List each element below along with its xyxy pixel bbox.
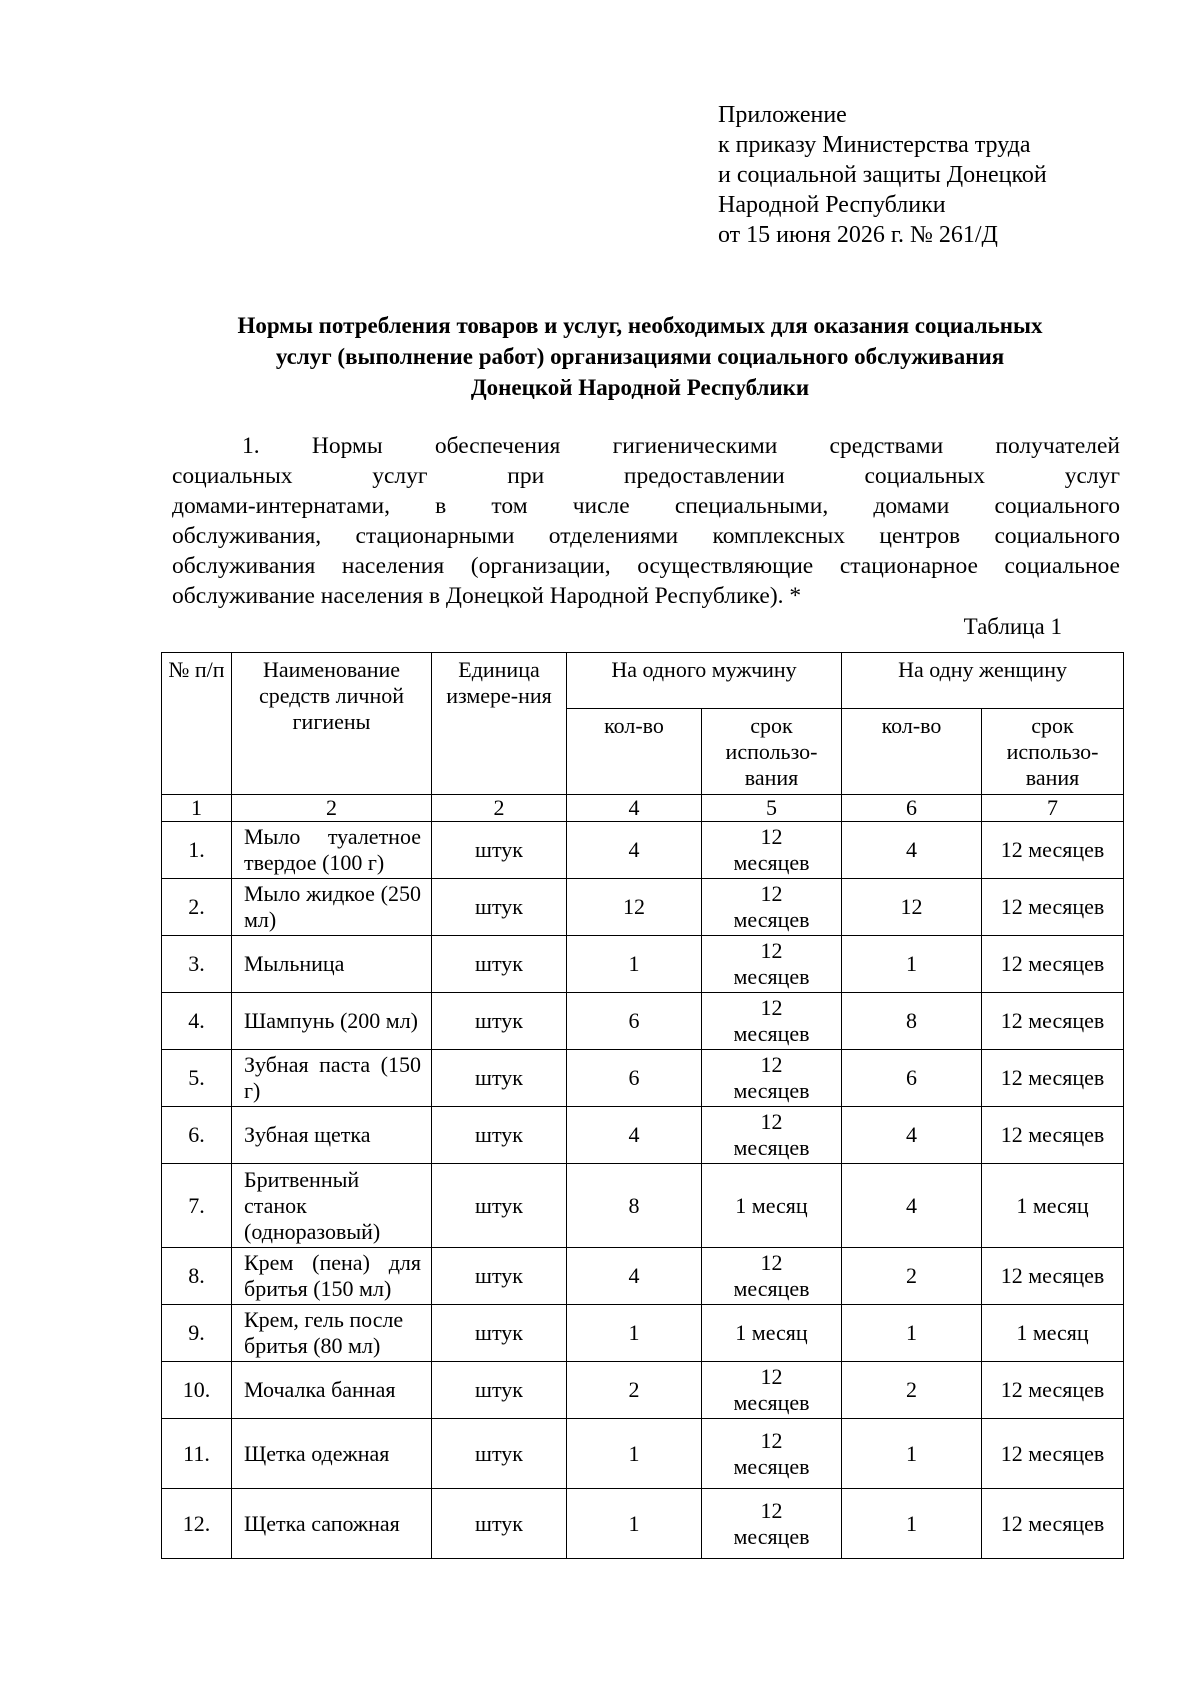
table-row bbox=[162, 1419, 1124, 1489]
table-row bbox=[162, 1305, 1124, 1362]
item-name: Щетка сапожная bbox=[232, 1489, 432, 1559]
header-num: № п/п bbox=[162, 653, 232, 795]
male-term: 12 месяцев bbox=[702, 879, 842, 936]
header-term-male: срок использо-вания bbox=[702, 709, 842, 795]
paragraph-line-1: 1. Нормы обеспечения гигиеническими средствами получателей bbox=[242, 433, 1120, 459]
male-quantity: 1 bbox=[567, 1305, 702, 1362]
male-quantity: 4 bbox=[567, 1248, 702, 1305]
annex-line-3: и социальной защиты Донецкой bbox=[718, 162, 1047, 188]
row-number: 4. bbox=[162, 993, 232, 1050]
female-quantity: 1 bbox=[842, 1489, 982, 1559]
female-quantity: 6 bbox=[842, 1050, 982, 1107]
row-number: 1. bbox=[162, 822, 232, 879]
unit: штук bbox=[432, 993, 567, 1050]
male-term: 1 месяц bbox=[702, 1164, 842, 1248]
title-line-3: Донецкой Народной Республики bbox=[470, 375, 810, 400]
male-quantity: 2 bbox=[567, 1362, 702, 1419]
unit: штук bbox=[432, 1489, 567, 1559]
item-name: Бритвенный станок (одноразовый) bbox=[232, 1164, 432, 1248]
female-quantity: 12 bbox=[842, 879, 982, 936]
female-quantity: 4 bbox=[842, 1164, 982, 1248]
column-number: 7 bbox=[982, 795, 1124, 822]
table-row bbox=[162, 1362, 1124, 1419]
table-row bbox=[162, 1248, 1124, 1305]
item-name: Мыло туалетное твердое (100 г) bbox=[232, 822, 432, 879]
item-name: Зубная щетка bbox=[232, 1107, 432, 1164]
male-quantity: 1 bbox=[567, 1489, 702, 1559]
annex-line-1: Приложение bbox=[718, 102, 847, 128]
item-name: Мочалка банная bbox=[232, 1362, 432, 1419]
table-row bbox=[162, 879, 1124, 936]
table-row bbox=[162, 1164, 1124, 1248]
unit: штук bbox=[432, 1050, 567, 1107]
row-number: 6. bbox=[162, 1107, 232, 1164]
table-row bbox=[162, 993, 1124, 1050]
item-name: Зубная паста (150 г) bbox=[232, 1050, 432, 1107]
male-term: 12 месяцев bbox=[702, 1050, 842, 1107]
male-quantity: 4 bbox=[567, 822, 702, 879]
unit: штук bbox=[432, 1164, 567, 1248]
header-qty-male: кол-во bbox=[567, 709, 702, 795]
female-quantity: 4 bbox=[842, 822, 982, 879]
male-term: 12 месяцев bbox=[702, 1248, 842, 1305]
female-term: 12 месяцев bbox=[982, 879, 1124, 936]
female-term: 12 месяцев bbox=[982, 1362, 1124, 1419]
female-term: 12 месяцев bbox=[982, 1107, 1124, 1164]
item-name: Крем (пена) для бритья (150 мл) bbox=[232, 1248, 432, 1305]
column-number: 6 bbox=[842, 795, 982, 822]
row-number: 11. bbox=[162, 1419, 232, 1489]
title-line-2: услуг (выполнение работ) организациями социального обслуживания bbox=[275, 344, 1005, 369]
male-quantity: 1 bbox=[567, 1419, 702, 1489]
row-number: 9. bbox=[162, 1305, 232, 1362]
column-number: 2 bbox=[232, 795, 432, 822]
male-term: 12 месяцев bbox=[702, 1107, 842, 1164]
item-name: Мыльница bbox=[232, 936, 432, 993]
male-term: 12 месяцев bbox=[702, 1362, 842, 1419]
row-number: 3. bbox=[162, 936, 232, 993]
header-term-female: срок использо-вания bbox=[982, 709, 1124, 795]
female-quantity: 2 bbox=[842, 1362, 982, 1419]
row-number: 2. bbox=[162, 879, 232, 936]
male-quantity: 6 bbox=[567, 1050, 702, 1107]
female-term: 1 месяц bbox=[982, 1305, 1124, 1362]
row-number: 10. bbox=[162, 1362, 232, 1419]
paragraph-line-3: домами-интернатами, в том числе специальными, домами социального bbox=[172, 493, 1120, 519]
title-line-1: Нормы потребления товаров и услуг, необходимых для оказания социальных bbox=[237, 313, 1043, 338]
unit: штук bbox=[432, 879, 567, 936]
table-row bbox=[162, 1050, 1124, 1107]
hygiene-norms-table bbox=[161, 652, 1124, 1559]
male-quantity: 12 bbox=[567, 879, 702, 936]
male-term: 12 месяцев bbox=[702, 1489, 842, 1559]
annex-block bbox=[718, 100, 1047, 250]
unit: штук bbox=[432, 1362, 567, 1419]
row-number: 8. bbox=[162, 1248, 232, 1305]
table-row bbox=[162, 936, 1124, 993]
male-term: 12 месяцев bbox=[702, 822, 842, 879]
header-unit: Единица измере-ния bbox=[432, 653, 567, 795]
male-quantity: 6 bbox=[567, 993, 702, 1050]
header-qty-female: кол-во bbox=[842, 709, 982, 795]
male-term: 12 месяцев bbox=[702, 1419, 842, 1489]
item-name: Шампунь (200 мл) bbox=[232, 993, 432, 1050]
unit: штук bbox=[432, 1305, 567, 1362]
female-quantity: 2 bbox=[842, 1248, 982, 1305]
item-name: Мыло жидкое (250 мл) bbox=[232, 879, 432, 936]
row-number: 12. bbox=[162, 1489, 232, 1559]
female-term: 12 месяцев bbox=[982, 1489, 1124, 1559]
annex-line-4: Народной Республики bbox=[718, 192, 946, 218]
female-quantity: 4 bbox=[842, 1107, 982, 1164]
row-number: 7. bbox=[162, 1164, 232, 1248]
paragraph-line-2: социальных услуг при предоставлении социальных услуг bbox=[172, 463, 1120, 489]
female-term: 1 месяц bbox=[982, 1164, 1124, 1248]
female-quantity: 1 bbox=[842, 1305, 982, 1362]
unit: штук bbox=[432, 1419, 567, 1489]
male-term: 12 месяцев bbox=[702, 936, 842, 993]
table-caption: Таблица 1 bbox=[963, 614, 1062, 639]
annex-line-5: от 15 июня 2026 г. № 261/Д bbox=[718, 222, 998, 248]
female-term: 12 месяцев bbox=[982, 936, 1124, 993]
column-number: 2 bbox=[432, 795, 567, 822]
column-number: 1 bbox=[162, 795, 232, 822]
header-name: Наименование средств личной гигиены bbox=[232, 653, 432, 795]
column-number: 4 bbox=[567, 795, 702, 822]
male-quantity: 8 bbox=[567, 1164, 702, 1248]
male-quantity: 1 bbox=[567, 936, 702, 993]
male-quantity: 4 bbox=[567, 1107, 702, 1164]
column-number: 5 bbox=[702, 795, 842, 822]
header-male: На одного мужчину bbox=[567, 653, 842, 709]
item-name: Крем, гель после бритья (80 мл) bbox=[232, 1305, 432, 1362]
table-body bbox=[162, 822, 1124, 1559]
intro-paragraph bbox=[172, 431, 1120, 611]
female-term: 12 месяцев bbox=[982, 822, 1124, 879]
document-title bbox=[160, 310, 1120, 403]
row-number: 5. bbox=[162, 1050, 232, 1107]
table-row bbox=[162, 1489, 1124, 1559]
female-quantity: 8 bbox=[842, 993, 982, 1050]
male-term: 12 месяцев bbox=[702, 993, 842, 1050]
header-female: На одну женщину bbox=[842, 653, 1124, 709]
unit: штук bbox=[432, 1248, 567, 1305]
paragraph-line-6: обслуживание населения в Донецкой Народной Республике). * bbox=[172, 583, 802, 609]
table-row bbox=[162, 822, 1124, 879]
unit: штук bbox=[432, 1107, 567, 1164]
male-term: 1 месяц bbox=[702, 1305, 842, 1362]
table-row bbox=[162, 1107, 1124, 1164]
female-term: 12 месяцев bbox=[982, 993, 1124, 1050]
female-quantity: 1 bbox=[842, 1419, 982, 1489]
annex-line-2: к приказу Министерства труда bbox=[718, 132, 1031, 158]
female-quantity: 1 bbox=[842, 936, 982, 993]
item-name: Щетка одежная bbox=[232, 1419, 432, 1489]
female-term: 12 месяцев bbox=[982, 1050, 1124, 1107]
female-term: 12 месяцев bbox=[982, 1419, 1124, 1489]
paragraph-line-4: обслуживания, стационарными отделениями комплексных центров социального bbox=[172, 523, 1120, 549]
unit: штук bbox=[432, 822, 567, 879]
paragraph-line-5: обслуживания населения (организации, осуществляющие стационарное социальное bbox=[172, 553, 1120, 579]
unit: штук bbox=[432, 936, 567, 993]
female-term: 12 месяцев bbox=[982, 1248, 1124, 1305]
